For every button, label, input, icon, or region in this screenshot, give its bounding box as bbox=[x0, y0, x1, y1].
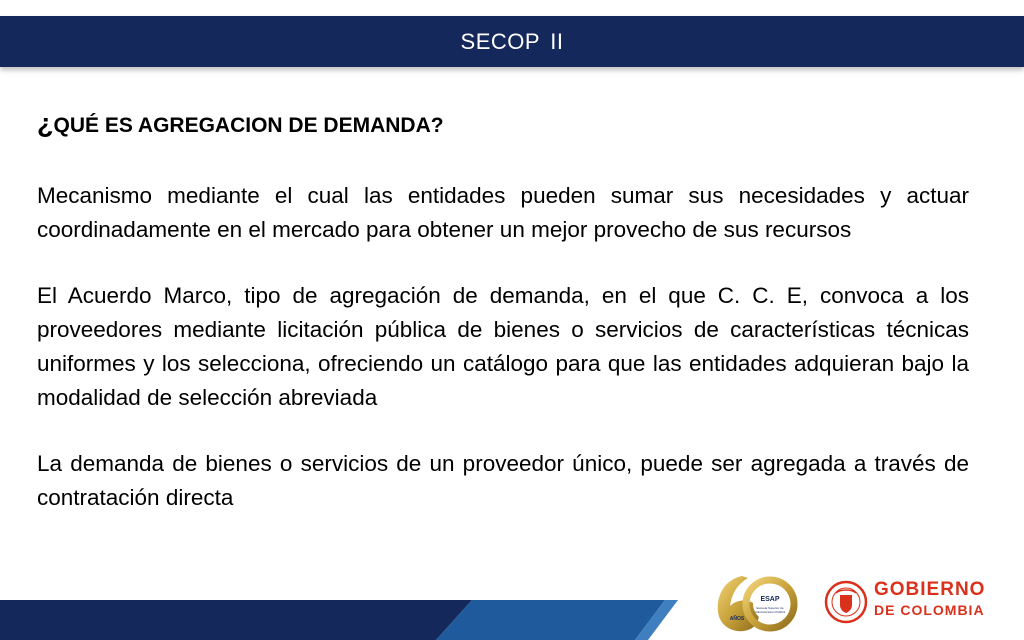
heading-text: QUÉ ES AGREGACION DE DEMANDA? bbox=[53, 114, 444, 137]
question-mark: ¿ bbox=[37, 108, 54, 138]
svg-text:Escuela Superior de: Escuela Superior de bbox=[756, 606, 784, 610]
svg-text:Administración Pública: Administración Pública bbox=[754, 610, 786, 614]
gobierno-de-colombia-logo bbox=[874, 580, 985, 620]
footer-logos bbox=[712, 570, 1002, 634]
esap-60-anos-logo bbox=[712, 570, 802, 634]
svg-text:AÑOS: AÑOS bbox=[729, 616, 745, 622]
paragraph-definition: Mecanismo mediante el cual las entidades pueden sumar sus necesidades y actuar coordinadamente en el mercado para obtener un mejor provecho de sus recursos bbox=[37, 183, 969, 242]
svg-text:ESAP: ESAP bbox=[760, 596, 780, 603]
slide-title: SECOP II bbox=[460, 28, 564, 54]
gov-logo-line1: GOBIERNO bbox=[874, 579, 986, 600]
paragraph-proveedor-unico: La demanda de bienes o servicios de un proveedor único, puede ser agregada a través de contratación directa bbox=[37, 451, 969, 510]
gov-logo-line2: DE COLOMBIA bbox=[874, 602, 985, 618]
section-heading bbox=[37, 108, 969, 139]
paragraph-acuerdo-marco: El Acuerdo Marco, tipo de agregación de demanda, en el que C. C. E, convoca a los proveedores mediante licitación pública de bienes o servicios de características técnicas uniformes y los selecciona, ofreciendo un catálogo para que las entidades adquieran bajo la modalidad de selección abreviada bbox=[37, 283, 969, 410]
slide-content bbox=[37, 108, 969, 547]
title-bar bbox=[0, 16, 1024, 67]
colombia-coat-of-arms-icon bbox=[824, 580, 868, 624]
